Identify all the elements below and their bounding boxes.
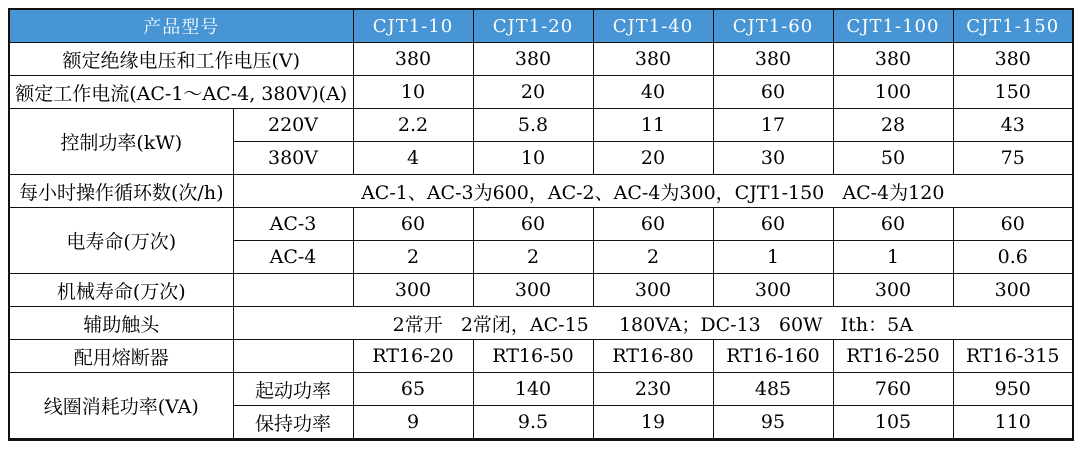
table-cell: 43: [953, 109, 1073, 142]
table-cell: 110: [953, 406, 1073, 440]
row-mechanical-life: [9, 274, 1073, 307]
column-header-product: 产品型号: [9, 9, 353, 43]
table-cell: RT16-315: [953, 340, 1073, 373]
table-cell: RT16-50: [473, 340, 593, 373]
table-cell: 1: [833, 241, 953, 274]
table-cell: 2: [473, 241, 593, 274]
empty-cell: [233, 340, 353, 373]
table-cell: 380: [593, 43, 713, 76]
table-cell: 10: [473, 142, 593, 175]
row-rated-current: [9, 76, 1073, 109]
column-header-model: CJT1-150: [953, 9, 1073, 43]
row-cycles-per-hour: [9, 175, 1073, 208]
row-label-rated-current: 额定工作电流(AC-1～AC-4, 380V)(A): [9, 76, 353, 109]
table-cell: 100: [833, 76, 953, 109]
row-coil-power-start: [9, 373, 1073, 406]
table-cell: 11: [593, 109, 713, 142]
row-label-cycles-per-hour: 每小时操作循环数(次/h): [9, 175, 233, 208]
table-cell: 60: [713, 208, 833, 241]
table-cell: 28: [833, 109, 953, 142]
column-header-model: CJT1-40: [593, 9, 713, 43]
table-cell: 150: [953, 76, 1073, 109]
table-cell: 20: [593, 142, 713, 175]
row-label-electrical-life: 电寿命(万次): [9, 208, 233, 274]
sub-row-label-start-power: 起动功率: [233, 373, 353, 406]
row-electrical-life-ac3: [9, 208, 1073, 241]
table-cell: 300: [833, 274, 953, 307]
table-cell: 60: [713, 76, 833, 109]
table-cell: 60: [953, 208, 1073, 241]
table-cell: 380: [353, 43, 473, 76]
table-cell: 300: [473, 274, 593, 307]
table-cell: 9.5: [473, 406, 593, 440]
row-label-auxiliary-contacts: 辅助触头: [9, 307, 233, 340]
table-cell: 380: [833, 43, 953, 76]
table-cell: 140: [473, 373, 593, 406]
sub-row-label-380v: 380V: [233, 142, 353, 175]
spec-table: [8, 8, 1074, 441]
table-cell: 300: [593, 274, 713, 307]
page: [0, 8, 1080, 449]
table-cell: 65: [353, 373, 473, 406]
table-cell: 40: [593, 76, 713, 109]
table-cell: 17: [713, 109, 833, 142]
table-cell: 9: [353, 406, 473, 440]
table-cell: 230: [593, 373, 713, 406]
table-cell: 20: [473, 76, 593, 109]
table-cell: 60: [593, 208, 713, 241]
sub-row-label-ac4: AC-4: [233, 241, 353, 274]
table-cell: 60: [833, 208, 953, 241]
row-label-coil-power: 线圈消耗功率(VA): [9, 373, 233, 440]
table-cell: RT16-20: [353, 340, 473, 373]
table-cell: 4: [353, 142, 473, 175]
empty-cell: [233, 274, 353, 307]
table-cell: RT16-250: [833, 340, 953, 373]
row-label-control-power: 控制功率(kW): [9, 109, 233, 175]
column-header-model: CJT1-60: [713, 9, 833, 43]
table-cell: 10: [353, 76, 473, 109]
merged-cell-auxiliary: 2常开 2常闭，AC-15 180VA；DC-13 60W Ith：5A: [233, 307, 1073, 340]
table-cell: 380: [953, 43, 1073, 76]
table-cell: 300: [953, 274, 1073, 307]
column-header-model: CJT1-100: [833, 9, 953, 43]
table-cell: 950: [953, 373, 1073, 406]
table-cell: 300: [713, 274, 833, 307]
table-cell: 760: [833, 373, 953, 406]
table-cell: 380: [713, 43, 833, 76]
table-cell: 380: [473, 43, 593, 76]
column-header-model: CJT1-10: [353, 9, 473, 43]
table-cell: 19: [593, 406, 713, 440]
table-cell: 2: [353, 241, 473, 274]
table-cell: 60: [353, 208, 473, 241]
row-insulation-voltage: [9, 43, 1073, 76]
table-cell: 300: [353, 274, 473, 307]
table-cell: 30: [713, 142, 833, 175]
table-cell: RT16-160: [713, 340, 833, 373]
sub-row-label-220v: 220V: [233, 109, 353, 142]
table-cell: RT16-80: [593, 340, 713, 373]
table-cell: 105: [833, 406, 953, 440]
table-cell: 60: [473, 208, 593, 241]
table-cell: 95: [713, 406, 833, 440]
row-label-fuse: 配用熔断器: [9, 340, 233, 373]
table-cell: 2: [593, 241, 713, 274]
table-cell: 2.2: [353, 109, 473, 142]
table-cell: 0.6: [953, 241, 1073, 274]
row-label-mechanical-life: 机械寿命(万次): [9, 274, 233, 307]
table-cell: 75: [953, 142, 1073, 175]
header-row: [9, 9, 1073, 43]
column-header-model: CJT1-20: [473, 9, 593, 43]
row-control-power-220v: [9, 109, 1073, 142]
sub-row-label-hold-power: 保持功率: [233, 406, 353, 440]
row-label-insulation-voltage: 额定绝缘电压和工作电压(V): [9, 43, 353, 76]
table-cell: 1: [713, 241, 833, 274]
sub-row-label-ac3: AC-3: [233, 208, 353, 241]
table-cell: 5.8: [473, 109, 593, 142]
row-auxiliary-contacts: [9, 307, 1073, 340]
table-cell: 50: [833, 142, 953, 175]
table-cell: 485: [713, 373, 833, 406]
merged-cell-cycles: AC-1、AC-3为600，AC-2、AC-4为300，CJT1-150 AC-4为120: [233, 175, 1073, 208]
row-fuse: [9, 340, 1073, 373]
